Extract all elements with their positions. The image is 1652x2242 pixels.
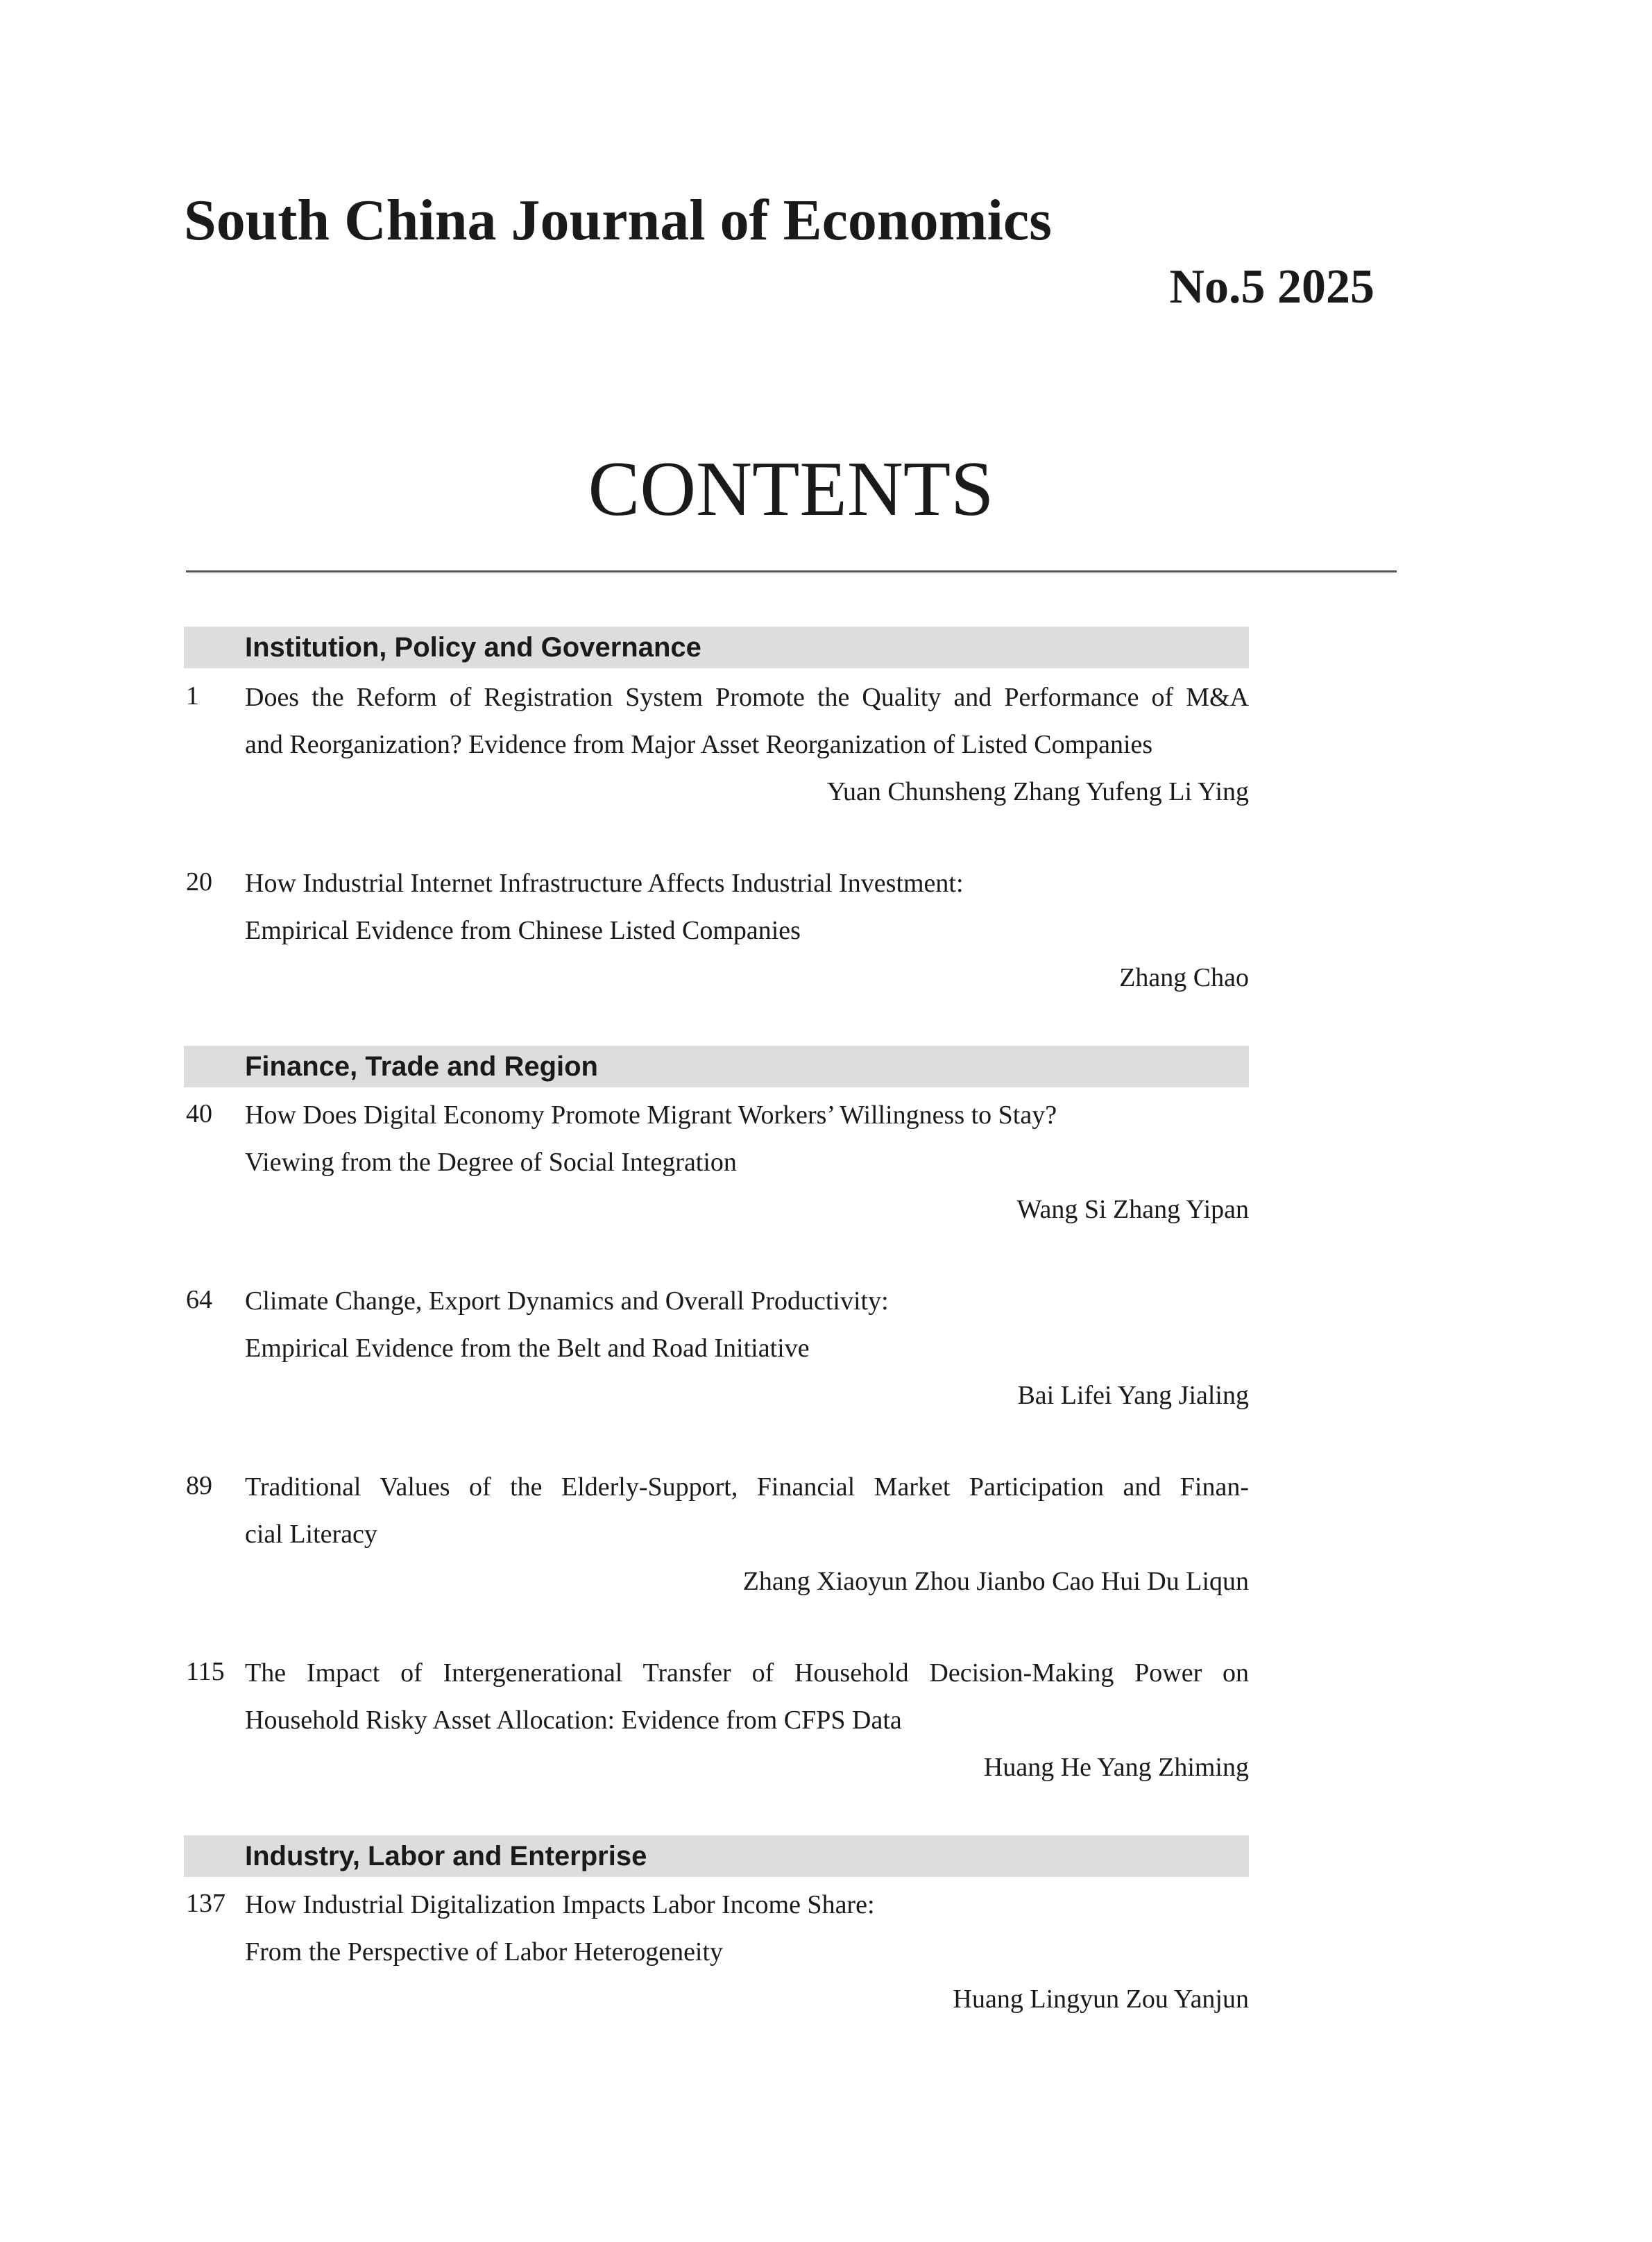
entry-page-number: 20 xyxy=(186,867,212,897)
entry-authors: Zhang Chao xyxy=(1119,963,1249,992)
entry-page-number: 137 xyxy=(186,1889,225,1918)
entry-title-line: How Industrial Internet Infrastructure Affects Industrial Investment: xyxy=(245,869,964,898)
entry-title xyxy=(245,1277,1249,1372)
entry-title xyxy=(245,1463,1249,1558)
entry-page-number: 115 xyxy=(186,1657,225,1686)
toc-entry[interactable] xyxy=(184,1277,1249,1419)
entry-authors: Huang Lingyun Zou Yanjun xyxy=(953,1985,1249,2014)
entry-authors: Yuan Chunsheng Zhang Yufeng Li Ying xyxy=(826,777,1249,806)
contents-heading: CONTENTS xyxy=(588,446,994,532)
entry-authors: Zhang Xiaoyun Zhou Jianbo Cao Hui Du Liqun xyxy=(742,1567,1249,1596)
entry-title-line: cial Literacy xyxy=(245,1520,377,1549)
entry-title-line: and Reorganization? Evidence from Major Asset Reorganization of Listed Companies xyxy=(245,730,1153,759)
entry-title xyxy=(245,1881,1249,1976)
entry-authors: Huang He Yang Zhiming xyxy=(983,1753,1249,1782)
entry-title-line: From the Perspective of Labor Heterogeneity xyxy=(245,1937,724,1967)
entry-title-line: Empirical Evidence from Chinese Listed Companies xyxy=(245,916,801,945)
toc-entry[interactable] xyxy=(184,1092,1249,1233)
section-header: Finance, Trade and Region xyxy=(184,1046,1249,1087)
entry-title-line: Household Risky Asset Allocation: Evidence from CFPS Data xyxy=(245,1706,902,1735)
section-finance-trade-region xyxy=(184,1046,1249,1791)
toc-entry[interactable] xyxy=(184,860,1249,1001)
entry-page-number: 1 xyxy=(186,681,199,711)
entry-title xyxy=(245,1649,1249,1744)
entry-title-line: How Does Digital Economy Promote Migrant Workers’ Willingness to Stay? xyxy=(245,1101,1057,1130)
entry-title-line: Empirical Evidence from the Belt and Road Initiative xyxy=(245,1334,810,1363)
journal-title: South China Journal of Economics xyxy=(184,188,1052,253)
entry-title-line: The Impact of Intergenerational Transfer of Household Decision-Making Power on xyxy=(245,1658,1249,1688)
entry-page-number: 89 xyxy=(186,1471,212,1500)
issue-number: No.5 2025 xyxy=(1169,260,1374,314)
toc-entry[interactable] xyxy=(184,1649,1249,1791)
section-institution-policy-governance xyxy=(184,627,1249,1001)
section-industry-labor-enterprise xyxy=(184,1835,1249,2023)
entry-title xyxy=(245,860,1249,954)
section-header: Industry, Labor and Enterprise xyxy=(184,1835,1249,1877)
entry-title xyxy=(245,674,1249,768)
divider-rule xyxy=(186,570,1397,572)
entry-title xyxy=(245,1092,1249,1186)
toc-entry[interactable] xyxy=(184,674,1249,815)
entry-title-line: Climate Change, Export Dynamics and Overall Productivity: xyxy=(245,1286,889,1316)
toc-entry[interactable] xyxy=(184,1463,1249,1605)
section-header: Institution, Policy and Governance xyxy=(184,627,1249,668)
entry-page-number: 40 xyxy=(186,1099,212,1128)
entry-title-line: Does the Reform of Registration System Promote the Quality and Performance of M&A xyxy=(245,683,1249,712)
entry-title-line: Traditional Values of the Elderly-Support, Financial Market Participation and Finan- xyxy=(245,1472,1249,1502)
entry-authors: Wang Si Zhang Yipan xyxy=(1016,1195,1249,1224)
entry-page-number: 64 xyxy=(186,1285,212,1314)
table-of-contents xyxy=(184,627,1249,2023)
entry-title-line: Viewing from the Degree of Social Integration xyxy=(245,1148,737,1177)
entry-authors: Bai Lifei Yang Jialing xyxy=(1017,1381,1249,1410)
entry-title-line: How Industrial Digitalization Impacts Labor Income Share: xyxy=(245,1890,875,1919)
toc-entry[interactable] xyxy=(184,1881,1249,2023)
